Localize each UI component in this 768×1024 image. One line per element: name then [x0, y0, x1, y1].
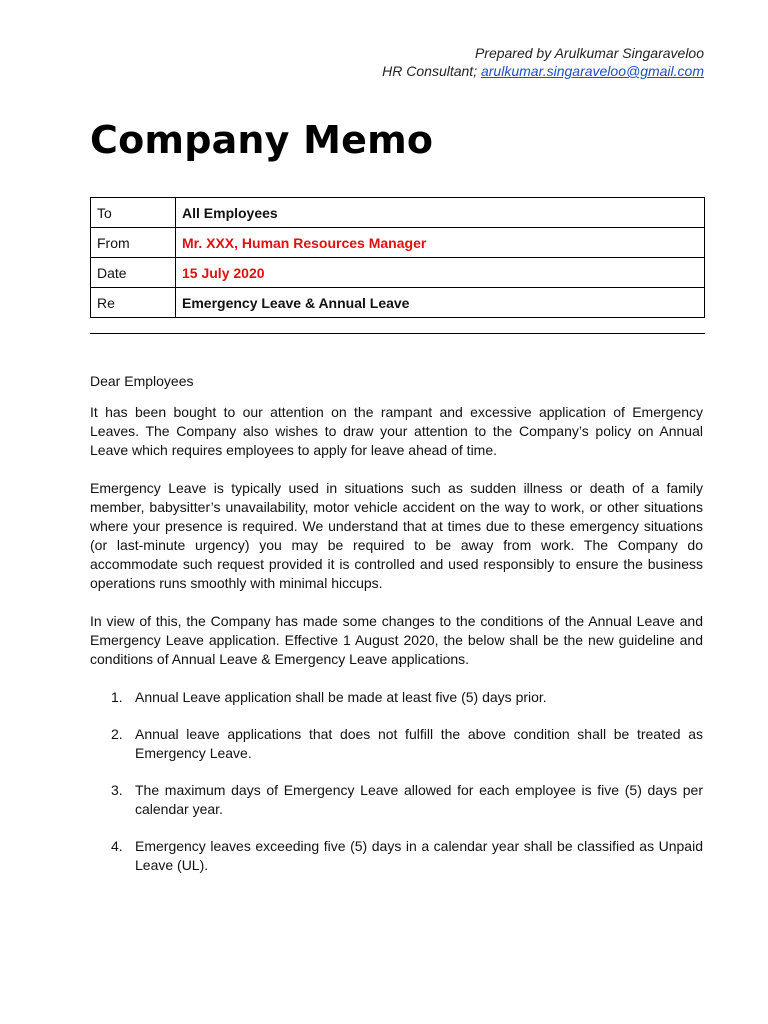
list-text: The maximum days of Emergency Leave allowed for each employee is five (5) days per calendar year. [135, 782, 703, 817]
list-number: 2. [111, 726, 123, 742]
conditions-list [90, 688, 703, 875]
divider [90, 333, 705, 334]
re-label: Re [91, 288, 176, 318]
table-row [91, 288, 705, 318]
paragraph-attention: It has been bought to our attention on the rampant and excessive application of Emergency Leaves. The Company also wishes to draw your attention to the Company’s policy on Annual Leave which requires employees to apply for leave ahead of time. [90, 404, 703, 458]
list-text: Emergency leaves exceeding five (5) days in a calendar year shall be classified as Unpaid Leave (UL). [135, 838, 703, 873]
date-label: Date [91, 258, 176, 288]
list-item [90, 725, 703, 763]
list-text: Annual leave applications that does not fulfill the above condition shall be treated as Emergency Leave. [135, 726, 703, 761]
table-row [91, 228, 705, 258]
page-title: Company Memo [90, 118, 434, 162]
memo-header-table [90, 197, 705, 318]
paragraph-changes: In view of this, the Company has made some changes to the conditions of the Annual Leave and Emergency Leave application. Effective 1 August 2020, the below shall be the new guideline and conditions of Annual Leave & Emergency Leave applications. [90, 613, 703, 667]
memo-body [90, 372, 703, 893]
from-label: From [91, 228, 176, 258]
date-value: 15 July 2020 [176, 258, 705, 288]
from-value: Mr. XXX, Human Resources Manager [176, 228, 705, 258]
table-row [91, 198, 705, 228]
consultant-line [382, 62, 704, 80]
to-label: To [91, 198, 176, 228]
prepared-by-block [382, 44, 704, 80]
list-number: 3. [111, 782, 123, 798]
list-number: 4. [111, 838, 123, 854]
paragraph-emergency-leave: Emergency Leave is typically used in situations such as sudden illness or death of a family member, babysitter’s unavailability, motor vehicle accident on the way to work, or other situations where your presence is required. We understand that at times due to these emergency situations (or last-minute urgency) you may be required to be away from work. The Company do accommodate such request provided it is controlled and used responsibly to ensure the business operations runs smoothly with minimal hiccups. [90, 480, 703, 591]
table-row [91, 258, 705, 288]
email-link[interactable]: arulkumar.singaraveloo@gmail.com [480, 63, 704, 79]
consultant-role: HR Consultant; [382, 63, 481, 79]
list-item [90, 781, 703, 819]
to-value: All Employees [176, 198, 705, 228]
list-number: 1. [111, 689, 123, 705]
list-text: Annual Leave application shall be made at least five (5) days prior. [135, 689, 547, 705]
prepared-by-line: Prepared by Arulkumar Singaraveloo [474, 45, 704, 61]
list-item [90, 837, 703, 875]
greeting: Dear Employees [90, 373, 194, 389]
list-item [90, 688, 703, 707]
re-value: Emergency Leave & Annual Leave [176, 288, 705, 318]
